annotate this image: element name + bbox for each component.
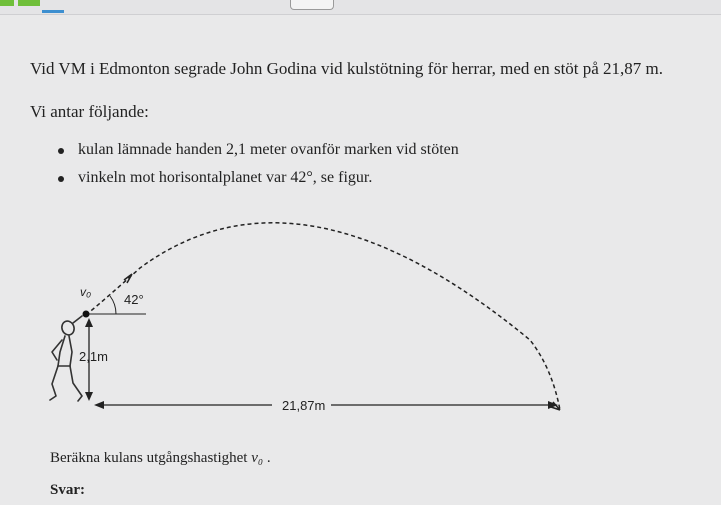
question-suffix: .: [263, 450, 271, 466]
height-label: 2,1m: [79, 349, 108, 364]
angle-label: 42°: [124, 292, 144, 307]
shot-putter-figure: [50, 316, 82, 401]
trajectory-curve: [86, 223, 560, 410]
shot-ball: [83, 311, 90, 318]
answer-label: Svar:: [50, 482, 85, 498]
list-item: vinkeln mot horisontalplanet var 42°, se figur.: [54, 164, 459, 192]
assumptions-heading: Vi antar följande:: [30, 102, 149, 121]
height-arrowhead-top: [85, 318, 93, 327]
height-arrowhead-bottom: [85, 392, 93, 401]
velocity-label: v₀: [80, 285, 92, 299]
question-prefix: Beräkna kulans utgångshastighet: [50, 450, 248, 466]
distance-label: 21,87m: [282, 398, 326, 413]
distance-arrowhead-left: [94, 401, 104, 409]
question-variable: v₀: [251, 450, 264, 466]
list-item: kulan lämnade handen 2,1 meter ovanför marken vid stöten: [54, 136, 459, 164]
question-text: [50, 450, 271, 467]
angle-arc: [110, 296, 116, 314]
problem-intro: Vid VM i Edmonton segrade John Godina vid kulstötning för herrar, med en stöt på 21,87 m.: [30, 59, 664, 78]
